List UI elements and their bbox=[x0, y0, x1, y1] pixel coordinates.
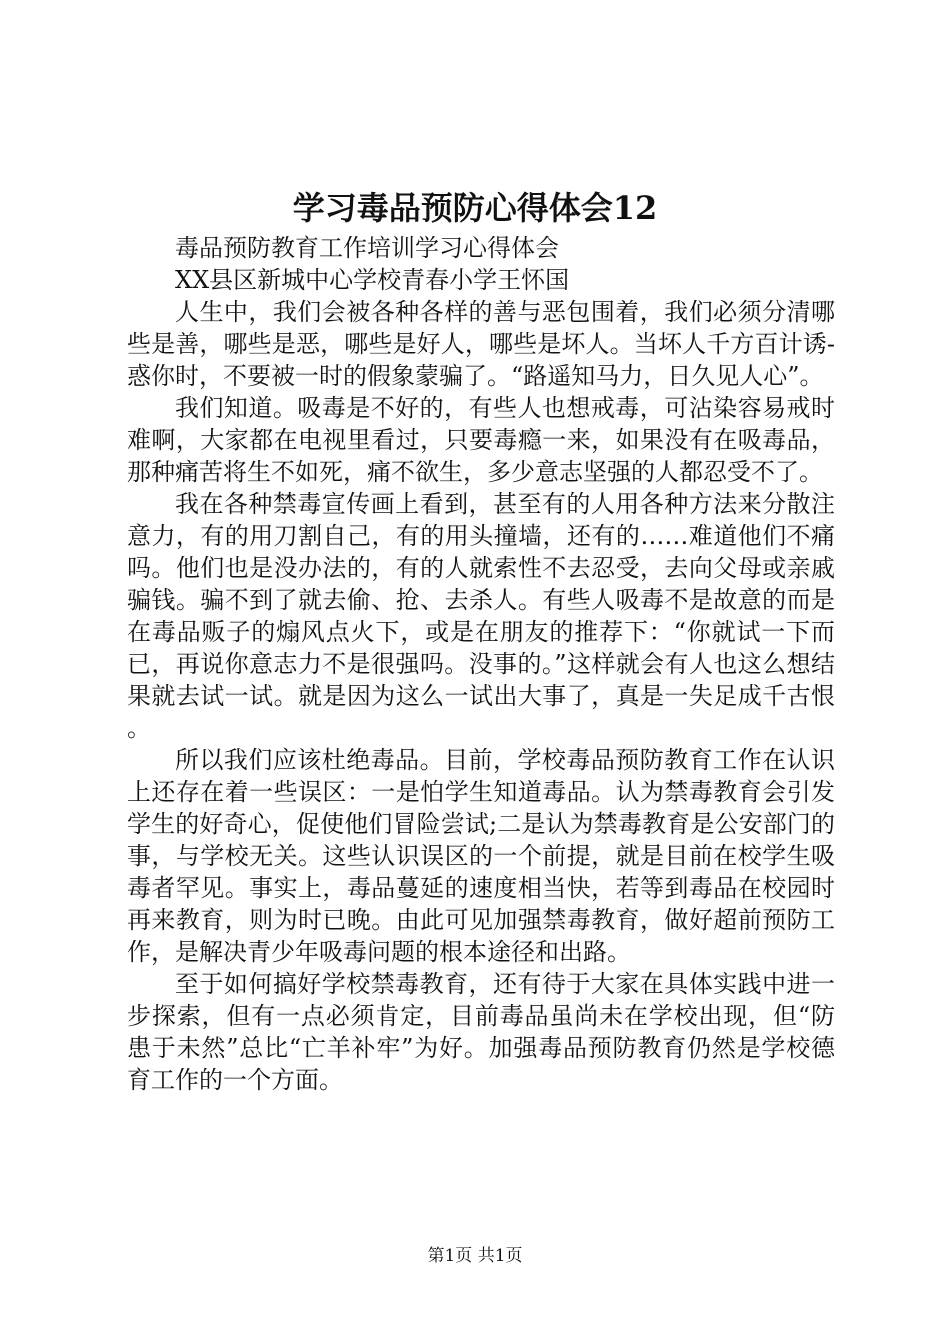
subtitle-paragraph: 毒品预防教育工作培训学习心得体会 bbox=[175, 234, 559, 262]
document-title: 学习毒品预防心得体会12 bbox=[292, 189, 658, 227]
body-paragraph: 所以我们应该杜绝毒品。目前，学校毒品预防教育工作在认识上还存在着一些误区：一是怕学生知道毒品。认为禁毒教育会引发学生的好奇心，促使他们冒险尝试;二是认为禁毒教育是公安部门的事，与学校无关。这些认识误区的一个前提，就是目前在校学生吸毒者罕见。事实上，毒品蔓延的速度相当快，若等到毒品在校园时再来教育，则为时已晚。由此可见加强禁毒教育，做好超前预防工作，是解决青少年吸毒问题的根本途径和出路。 bbox=[127, 746, 835, 966]
body-paragraph: 至于如何搞好学校禁毒教育，还有待于大家在具体实践中进一步探索，但有一点必须肯定，目前毒品虽尚未在学校出现，但“防患于未然”总比“亡羊补牢”为好。加强毒品预防教育仍然是学校德育工作的一个方面。 bbox=[127, 970, 835, 1094]
body-paragraph: 人生中，我们会被各种各样的善与恶包围着，我们必须分清哪些是善，哪些是恶，哪些是好人，哪些是坏人。当坏人千方百计诱-惑你时，不要被一时的假象蒙骗了。“路遥知马力，日久见人心”。 bbox=[127, 298, 835, 390]
body-paragraph: 我们知道。吸毒是不好的，有些人也想戒毒，可沾染容易戒时难啊，大家都在电视里看过，只要毒瘾一来，如果没有在吸毒品，那种痛苦将生不如死，痛不欲生，多少意志坚强的人都忍受不了。 bbox=[127, 394, 835, 486]
author-line: XX县区新城中心学校青春小学王怀国 bbox=[175, 266, 570, 294]
body-paragraph: 我在各种禁毒宣传画上看到，甚至有的人用各种方法来分散注意力，有的用刀割自己，有的用头撞墙，还有的……难道他们不痛吗。他们也是没办法的，有的人就索性不去忍受，去向父母或亲戚骗钱。骗不到了就去偷、抢、去杀人。有些人吸毒不是故意的而是在毒品贩子的煽风点火下，或是在朋友的推荐下：“你就试一下而已，再说你意志力不是很强吗。没事的。”这样就会有人也这么想结果就去试一试。就是因为这么一试出大事了，真是一失足成千古恨。 bbox=[127, 490, 835, 742]
page-number-footer: 第1页 共1页 bbox=[427, 1246, 523, 1266]
document-body bbox=[127, 232, 835, 1096]
